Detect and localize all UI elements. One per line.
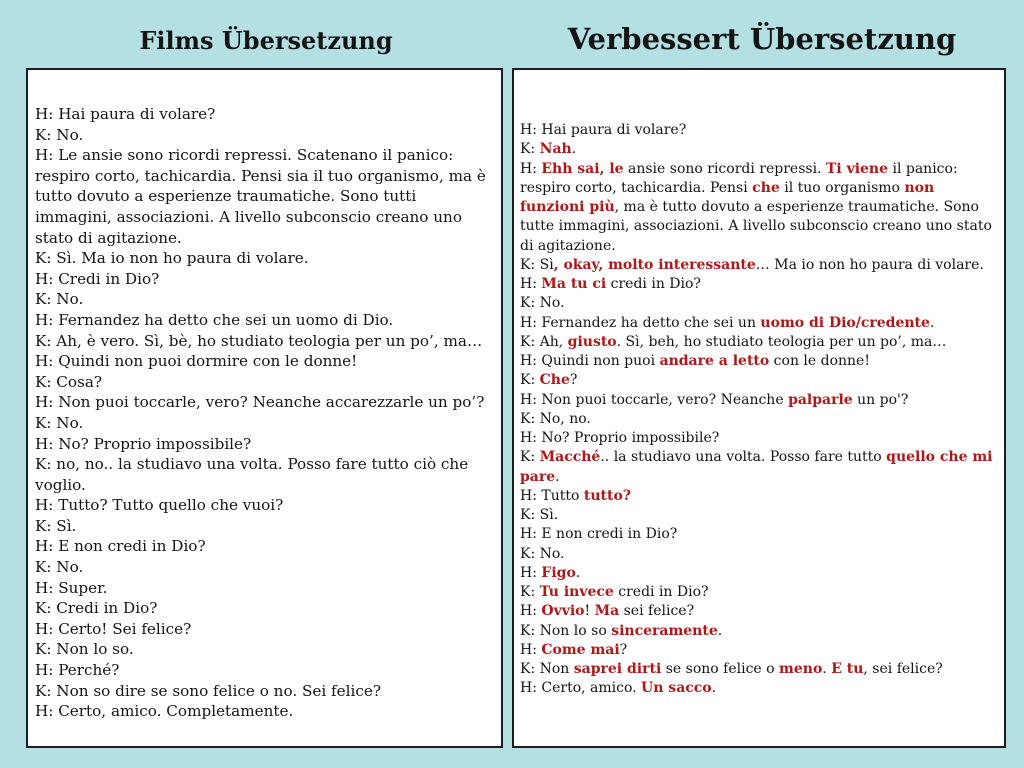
dialogue-text: , sei felice? <box>863 661 943 677</box>
dialogue-text: K: <box>520 449 540 466</box>
dialogue-text: il tuo organismo <box>779 179 905 196</box>
highlighted-phrase: uomo di Dio/credente <box>760 314 930 331</box>
dialogue-text: ? <box>619 641 628 658</box>
highlighted-phrase: giusto <box>567 333 617 350</box>
dialogue-line: H: Hai paura di volare? <box>35 105 216 123</box>
dialogue-line: K: Non so dire se sono felice o no. Sei felice? <box>35 681 382 700</box>
dialogue-line <box>520 333 996 352</box>
dialogue-line <box>520 410 996 429</box>
dialogue-text: H: <box>520 160 542 177</box>
dialogue-line: H: Le ansie sono ricordi repressi. Scatenano il panico: respiro corto, tachicardia. Pensi sia il tuo organismo, ma è tutto dovuto a esperienze traumatiche. Sono tutti immagini, associazioni. A livello subconscio creano uno stato di agitazione. <box>35 146 486 247</box>
dialogue-text: . <box>929 314 935 331</box>
dialogue-line: K: Sì. Ma io non ho paura di volare. <box>35 249 309 268</box>
dialogue-line <box>520 256 996 275</box>
highlighted-phrase: quello che mi pare <box>520 449 993 485</box>
dialogue-line <box>520 352 996 371</box>
dialogue-text: K: Sì. <box>520 507 559 523</box>
dialogue-line <box>520 275 996 294</box>
dialogue-line: K: No. <box>35 558 84 577</box>
dialogue-text: K: <box>520 372 540 389</box>
highlighted-phrase: Ma tu ci <box>541 276 607 292</box>
dialogue-line <box>520 121 996 140</box>
dialogue-line: H: Certo! Sei felice? <box>35 619 192 638</box>
dialogue-line <box>520 602 996 621</box>
highlighted-phrase: Che <box>539 372 570 389</box>
dialogue-line <box>520 160 996 256</box>
dialogue-line: K: Credi in Dio? <box>35 599 158 618</box>
dialogue-line: H: Perché? <box>35 661 120 680</box>
dialogue-text: un po'? <box>852 391 909 408</box>
dialogue-text: K: No, no. <box>520 410 591 427</box>
highlighted-phrase: Ehh sai, le <box>541 160 624 177</box>
highlighted-phrase: Un sacco <box>641 680 712 697</box>
dialogue-line <box>520 487 996 506</box>
dialogue-line <box>520 641 996 660</box>
dialogue-text: . <box>571 141 577 158</box>
dialogue-text: , ma è tutto dovuto a esperienze traumatiche. Sono tutte immagini, associazioni. A livello subconscio creano uno stato di agitazione. <box>520 199 992 254</box>
dialogue-line: K: Non lo so. <box>35 640 134 659</box>
highlighted-phrase: , okay, molto interessante <box>553 256 756 273</box>
dialogue-text: . <box>575 564 581 581</box>
dialogue-text: K: Non lo so <box>520 622 612 639</box>
dialogue-line <box>520 314 996 333</box>
dialogue-text: H: <box>520 276 542 292</box>
dialogue-line: H: Super. <box>35 578 108 597</box>
dialogue-text: K: <box>520 584 540 600</box>
dialogue-text: H: <box>520 641 542 658</box>
dialogue-line: K: Cosa? <box>35 372 103 391</box>
dialogue-line: H: Fernandez ha detto che sei un uomo di Dio. <box>35 310 394 329</box>
dialogue-text: . Sì, beh, ho studiato teologia per un po’, ma… <box>616 333 947 350</box>
dialogue-text: . <box>717 622 723 639</box>
dialogue-text: H: Certo, amico. <box>520 680 642 697</box>
dialogue-line: H: Credi in Dio? <box>35 269 160 288</box>
dialogue-line <box>520 429 996 448</box>
dialogue-line <box>520 679 996 698</box>
dialogue-text: H: No? Proprio impossibile? <box>520 430 720 446</box>
dialogue-text: credi in Dio? <box>606 276 701 292</box>
dialogue-line <box>520 391 996 410</box>
dialogue-text: ! <box>584 603 595 620</box>
dialogue-text: se sono felice o <box>661 661 780 677</box>
dialogue-text: K: No. <box>520 545 565 562</box>
highlighted-phrase: palparle <box>788 391 853 408</box>
dialogue-line <box>520 448 996 487</box>
dialogue-line: H: No? Proprio impossibile? <box>35 434 252 453</box>
dialogue-line: H: Quindi non puoi dormire con le donne! <box>35 352 358 371</box>
dialogue-line <box>520 525 996 544</box>
dialogue-text: H: E non credi in Dio? <box>520 526 678 543</box>
dialogue-text: K: <box>520 141 540 158</box>
dialogue-text: … Ma io non ho paura di volare. <box>755 256 984 273</box>
dialogue-text: H: Quindi non puoi <box>520 353 660 369</box>
dialogue-text: H: <box>520 603 542 620</box>
dialogue-text: H: Hai paura di volare? <box>520 122 687 138</box>
improved-translation-panel <box>512 68 1006 748</box>
dialogue-line <box>520 506 996 525</box>
dialogue-text: H: Non puoi toccarle, vero? Neanche <box>520 391 789 408</box>
highlighted-phrase: Nah <box>539 141 572 158</box>
dialogue-line <box>520 294 996 313</box>
dialogue-line: H: Certo, amico. Completamente. <box>35 702 294 721</box>
dialogue-text: il panico: respiro corto, tachicardia. Pensi <box>520 160 958 196</box>
dialogue-text: sei felice? <box>619 603 695 620</box>
highlighted-phrase: Come mai <box>541 641 620 658</box>
dialogue-line: K: Ah, è vero. Sì, bè, ho studiato teologia per un po’, ma… <box>35 331 483 350</box>
highlighted-phrase: sinceramente <box>611 622 718 639</box>
dialogue-text: . <box>711 680 717 697</box>
dialogue-text: credi in Dio? <box>613 584 709 600</box>
dialogue-text: K: No. <box>520 295 565 312</box>
highlighted-phrase: che <box>752 179 780 196</box>
dialogue-line: H: Tutto? Tutto quello che vuoi? <box>35 496 284 515</box>
highlighted-phrase: Ovvio <box>541 603 585 620</box>
dialogue-line: H: E non credi in Dio? <box>35 537 206 556</box>
dialogue-line <box>520 545 996 564</box>
dialogue-line: K: no, no.. la studiavo una volta. Posso fare tutto ciò che voglio. <box>35 455 469 494</box>
dialogue-text: H: <box>520 564 542 581</box>
dialogue-line: K: Sì. <box>35 516 77 535</box>
dialogue-text: H: Fernandez ha detto che sei un <box>520 314 761 331</box>
highlighted-phrase: Tu invece <box>539 584 614 600</box>
highlighted-phrase: non funzioni più <box>520 179 935 215</box>
highlighted-phrase: Figo <box>541 564 576 581</box>
dialogue-line: K: No. <box>35 290 84 309</box>
dialogue-text: K: Sì <box>520 256 554 273</box>
dialogue-line <box>520 140 996 159</box>
dialogue-text: H: Tutto <box>520 487 584 504</box>
title-films-translation: Films Übersetzung <box>139 26 393 55</box>
highlighted-phrase: Ma <box>594 603 620 620</box>
dialogue-text: ? <box>569 372 578 389</box>
highlighted-phrase: Macché <box>539 449 601 466</box>
dialogue-line <box>520 371 996 390</box>
dialogue-line <box>520 564 996 583</box>
dialogue-text: K: Non <box>520 661 574 677</box>
title-improved-translation: Verbessert Übersetzung <box>567 22 957 56</box>
highlighted-phrase: E tu <box>831 661 864 677</box>
highlighted-phrase: tutto? <box>583 487 631 504</box>
dialogue-text: ansie sono ricordi repressi. <box>623 160 826 177</box>
highlighted-phrase: saprei dirti <box>573 661 662 677</box>
dialogue-line: K: No. <box>35 413 84 432</box>
highlighted-phrase: Ti viene <box>825 160 889 177</box>
dialogue-line <box>520 622 996 641</box>
dialogue-text: . <box>555 468 560 485</box>
highlighted-phrase: andare a letto <box>659 353 770 369</box>
dialogue-line: K: No. <box>35 125 84 144</box>
dialogue-line <box>520 583 996 602</box>
film-translation-panel <box>26 68 503 748</box>
dialogue-text: K: Ah, <box>520 333 568 350</box>
dialogue-line <box>520 660 996 679</box>
highlighted-phrase: meno <box>779 661 823 677</box>
dialogue-text: .. la studiavo una volta. Posso fare tutto <box>600 449 887 466</box>
dialogue-text: con le donne! <box>769 353 870 369</box>
dialogue-text: . <box>822 661 832 677</box>
dialogue-line: H: Non puoi toccarle, vero? Neanche accarezzarle un po’? <box>35 393 485 412</box>
